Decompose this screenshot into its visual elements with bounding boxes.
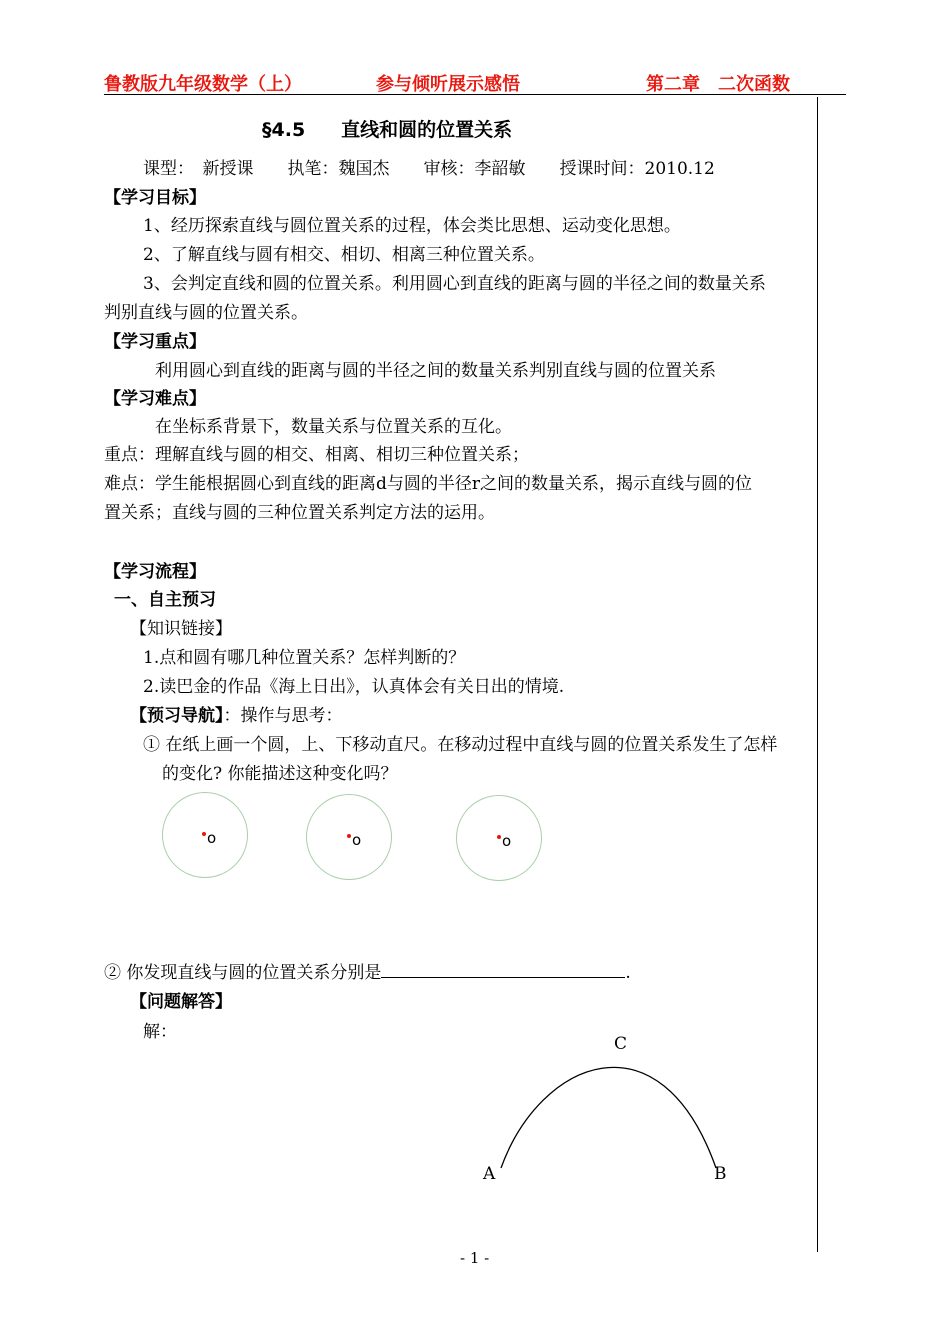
question-2-line	[104, 958, 631, 983]
circle-center-label: o	[352, 831, 362, 849]
goal-item: 3、会判定直线和圆的位置关系。利用圆心到直线的距离与圆的半径之间的数量关系	[143, 274, 766, 294]
arc-label-a: A	[483, 1164, 496, 1184]
circle-center-dot	[202, 832, 206, 836]
nav-suffix: ：操作与思考：	[223, 706, 343, 726]
part1-heading: 一、自主预习	[114, 590, 216, 610]
header-center: 参与倾听展示感悟	[376, 74, 520, 95]
goal-item: 1、经历探索直线与圆位置关系的过程，体会类比思想、运动变化思想。	[143, 216, 681, 236]
meta-line: 课型： 新授课 执笔：魏国杰 审核：李韶敏 授课时间：2010.12	[143, 159, 715, 179]
goals-heading: 【学习目标】	[104, 188, 206, 208]
nav-heading: 【预习导航】	[130, 706, 224, 726]
circle-center-label: o	[207, 829, 217, 847]
arc-label-b: B	[714, 1164, 727, 1184]
link-item: 1.点和圆有哪几种位置关系？怎样判断的？	[143, 648, 466, 668]
title-text: 直线和圆的位置关系	[341, 119, 513, 141]
difficulties-heading: 【学习难点】	[104, 389, 206, 409]
answer-heading: 【问题解答】	[130, 992, 232, 1012]
link-heading: 【知识链接】	[130, 619, 232, 639]
question-1-line: 的变化? 你能描述这种变化吗？	[162, 764, 398, 784]
arc-curve	[501, 1067, 716, 1168]
key-points-text: 利用圆心到直线的距离与圆的半径之间的数量关系判别直线与圆的位置关系	[155, 361, 716, 381]
process-heading: 【学习流程】	[104, 562, 206, 582]
circle-center-label: o	[502, 832, 512, 850]
section-number: §4.5	[262, 119, 306, 141]
difficulties-text: 在坐标系背景下，数量关系与位置关系的互化。	[155, 417, 512, 437]
nav-line	[130, 701, 343, 726]
circle-center-dot	[497, 835, 501, 839]
circle-center-dot	[347, 834, 351, 838]
question-2-prefix: ② 你发现直线与圆的位置关系分别是	[104, 963, 382, 983]
note-line: 重点：理解直线与圆的相交、相离、相切三种位置关系；	[104, 445, 529, 465]
header-right: 第二章 二次函数	[646, 74, 790, 95]
key-points-heading: 【学习重点】	[104, 332, 206, 352]
page-number: - 1 -	[460, 1249, 490, 1267]
note-line: 难点：学生能根据圆心到直线的距离d与圆的半径r之间的数量关系，揭示直线与圆的位	[104, 474, 753, 494]
arc-label-c: C	[614, 1034, 628, 1054]
margin-rule	[817, 97, 818, 1252]
answer-blank[interactable]	[381, 960, 625, 978]
header-rule	[104, 94, 846, 95]
question-2-suffix: .	[625, 963, 631, 983]
note-line: 置关系；直线与圆的三种位置关系判定方法的运用。	[104, 503, 495, 523]
page-title	[262, 115, 512, 142]
goal-item: 判别直线与圆的位置关系。	[104, 303, 308, 323]
answer-label: 解：	[143, 1022, 177, 1042]
question-1-line: ① 在纸上画一个圆，上、下移动直尺。在移动过程中直线与圆的位置关系发生了怎样	[143, 735, 778, 755]
link-item: 2.读巴金的作品《海上日出》，认真体会有关日出的情境.	[143, 677, 565, 697]
goal-item: 2、了解直线与圆有相交、相切、相离三种位置关系。	[143, 245, 545, 265]
header-left: 鲁教版九年级数学（上）	[104, 74, 302, 95]
arc-figure	[480, 1030, 740, 1190]
